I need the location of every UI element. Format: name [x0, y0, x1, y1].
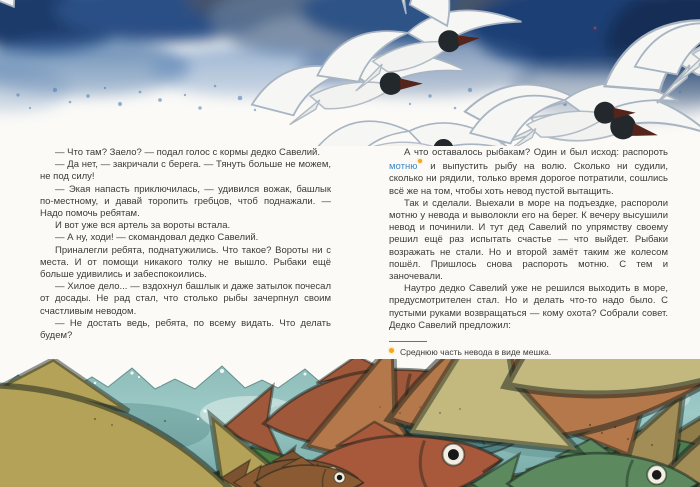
sky-gulls-illustration: [0, 0, 700, 146]
footnote-term-link[interactable]: мотню: [389, 161, 418, 173]
paragraph: Наутро дедко Савелий уже не решился выходить в море, предусмотрителен стал. Но и делать что-то надо было. С пустыми руками возвращаться — кому охота? Собрали совет. Дедко Савелий предложил:: [389, 283, 668, 331]
footnote-text: Среднюю часть невода в виде мешка.: [400, 347, 552, 358]
fish-school: [0, 359, 700, 487]
paragraph-text: А что оставалось рыбакам? Один и был исход: распороть: [404, 147, 668, 158]
paragraph: Приналегли ребята, поднатужились. Что такое? Вороты ни с места. И от помощи никакого толку не вышло. Рыбаки ещё больше удивились и забеспокоились.: [40, 244, 331, 281]
footnote-divider: [389, 341, 427, 342]
paragraph: — Не достать ведь, ребята, по всему видать. Что делать будем?: [40, 317, 331, 342]
sea-fish-illustration: [0, 359, 700, 487]
paragraph: Так и сделали. Выехали в море на подъездке, распороли мотню у невода и выволокли его на берег. К вечеру высушили невод и починили. И тут дед Савелий по упрямству своему решил ещё раз испытать счастье — что выйдет. Рыбаки возражать не стали. Но и второй замёт таким же колесом пошёл. Пришлось снова распороть мотню. С тем и заночевали.: [389, 197, 668, 283]
paragraph: [389, 147, 668, 198]
paragraph-text: и выпустить рыбу на волю. Сколько ни судили, сколько ни рядили, только время дорогое потратили, сошлись всё же на том, чтобы хоть невод пустой вытащить.: [389, 161, 668, 197]
footnote: [389, 341, 668, 357]
paragraph: — Хилое дело... — вздохнул башлык и даже затылок почесал от досады. Не рад стал, что столько рыбы зачерпнул своим счастливым неводом.: [40, 281, 331, 317]
paragraph: — А ну, ходи! — скомандовал дедко Савелий.: [55, 232, 259, 244]
paragraph: — Экая напасть приключилась, — удивился вожак, башлык по-местному, и давай торопить гребцов, чтоб поднажали. — Надо помочь ребятам.: [40, 183, 331, 220]
page-left-text: [40, 147, 331, 342]
red-speck: [594, 27, 597, 30]
footnote-marker-icon: [389, 348, 394, 353]
footnote-reference-icon[interactable]: [418, 159, 422, 163]
paragraph: — Что там? Заело? — подал голос с кормы дедко Савелий.: [55, 147, 321, 158]
paragraph: — Да нет, — закричали с берега. — Тянуть больше не можем, не под силу!: [40, 159, 331, 183]
paragraph: И вот уже вся артель за вороты встала.: [55, 220, 231, 232]
page-right-text: [389, 147, 668, 357]
